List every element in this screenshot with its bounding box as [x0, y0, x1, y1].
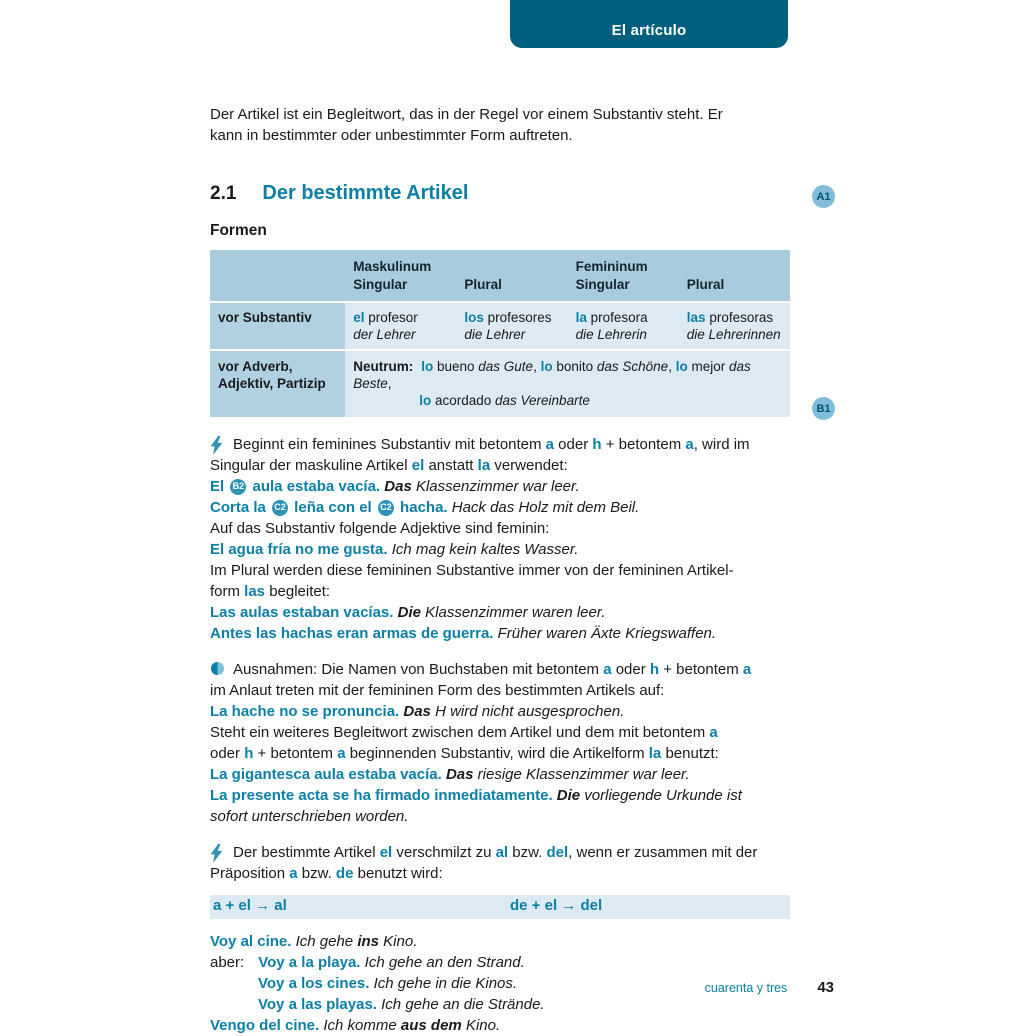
text-line [210, 497, 790, 518]
text-segment: Das [403, 703, 431, 720]
text-segment: anstatt [424, 457, 478, 474]
text-segment: das Beste [353, 359, 751, 391]
text-segment: aula estaba vacía. [248, 478, 385, 495]
lightning-icon [210, 436, 223, 460]
text-segment: Ich gehe in die Kinos. [373, 975, 518, 992]
level-badge-b1: B1 [812, 397, 835, 420]
text-segment: Voy a las playas. [258, 996, 382, 1013]
header-fem-plural [679, 250, 790, 303]
text-segment: Auf das Substantiv folgende Adjektive sind feminin: [210, 520, 550, 537]
text-line [210, 764, 790, 785]
text-segment: Der bestimmte Artikel [233, 844, 380, 861]
text-segment: a [289, 865, 298, 882]
text-segment: Steht ein weiteres Begleitwort zwischen dem Artikel und dem mit betontem [210, 724, 710, 741]
text-segment: a [545, 436, 555, 453]
text-segment: a [603, 661, 612, 678]
contraction-rule-bar [210, 895, 790, 919]
text-segment: riesige Klassenzimmer war leer. [473, 766, 690, 783]
text-line [210, 455, 790, 476]
text-segment: Ich komme [323, 1017, 401, 1034]
column-group-femininum: Femininum [575, 259, 648, 274]
text-line [210, 842, 790, 863]
text-segment: La hache no se pronuncia. [210, 703, 404, 720]
table-cell [568, 303, 679, 351]
table-cell-neutrum [345, 351, 790, 419]
table-cell [345, 303, 456, 351]
text-line [210, 518, 790, 539]
text-segment: bzw. [508, 844, 547, 861]
text-segment: aus dem [400, 1017, 462, 1034]
text-segment: acordado [431, 393, 496, 408]
text-segment: Klassenzimmer war leer. [411, 478, 580, 495]
text-segment: profesoras [705, 310, 774, 325]
text-segment: el [411, 457, 425, 474]
neutrum-line-2 [353, 392, 782, 409]
page-footer [210, 979, 834, 996]
text-segment: Ich gehe an die Strände. [381, 996, 545, 1013]
text-segment: Klassenzimmer waren leer. [420, 604, 606, 621]
text-segment: das Schöne [596, 359, 669, 374]
note-block-contraction [210, 842, 790, 884]
text-segment: Kino. [461, 1017, 501, 1034]
text-line [210, 476, 790, 497]
text-segment: Corta la [210, 499, 271, 516]
text-segment: begleitet: [265, 583, 331, 600]
text-segment: Früher waren Äxte Kriegswaffen. [497, 625, 717, 642]
neutrum-line-1 [353, 358, 782, 392]
text-segment: das Gute [478, 359, 534, 374]
text-segment: Voy a los cines. [258, 975, 374, 992]
text-segment: las [244, 583, 266, 600]
rule-de-el-del [510, 897, 602, 914]
text-segment: Las aulas estaban vacías. [210, 604, 398, 621]
text-line [210, 539, 790, 560]
page-number: 43 [817, 979, 834, 996]
text-segment: Voy al cine. [210, 933, 296, 950]
level-badge-inline: C2 [272, 500, 288, 516]
note-text [210, 434, 790, 644]
text-line [210, 623, 790, 644]
text-segment: Die [556, 787, 581, 804]
text-line [210, 659, 790, 680]
text-segment: de + el → del [510, 897, 603, 914]
text-segment: sofort unterschrieben worden. [210, 808, 409, 825]
text-segment: der Lehrer [353, 327, 416, 342]
text-segment: Vengo del cine. [210, 1017, 324, 1034]
text-line [210, 680, 790, 701]
text-segment: Voy a la playa. [258, 954, 365, 971]
level-badge-inline: C2 [378, 500, 394, 516]
text-segment: Ich mag kein kaltes Wasser. [391, 541, 579, 558]
text-line [210, 581, 790, 602]
text-segment: a [709, 724, 718, 741]
text-segment: Singular der maskuline Artikel [210, 457, 412, 474]
text-segment: bzw. [297, 865, 336, 882]
text-segment: Im Plural werden diese femininen Substantive immer von der femininen Artikel- [210, 562, 734, 579]
text-line [210, 806, 790, 827]
text-segment: Antes las hachas eran armas de guerra. [210, 625, 498, 642]
text-segment: profesora [586, 310, 648, 325]
column-singular: Singular [353, 277, 408, 292]
header-fem-singular [568, 250, 679, 303]
text-line [210, 104, 790, 125]
text-segment: la [575, 310, 587, 325]
text-segment: h [592, 436, 602, 453]
text-segment: la [477, 457, 491, 474]
text-segment: Ich gehe [295, 933, 358, 950]
speech-bubble-icon [210, 661, 225, 681]
text-segment: lo [421, 359, 434, 374]
text-segment: mejor [687, 359, 729, 374]
text-segment: La gigantesca aula estaba vacía. [210, 766, 446, 783]
column-group-spacer [687, 258, 782, 276]
text-segment: La presente acta se ha firmado inmediatamente. [210, 787, 557, 804]
section-title: Der bestimmte Artikel [262, 182, 469, 204]
text-segment: oder [611, 661, 650, 678]
note-text [210, 842, 790, 884]
level-badge-inline: B2 [230, 479, 246, 495]
text-line [210, 863, 790, 884]
text-segment: leña con el [290, 499, 376, 516]
text-segment: Die [397, 604, 421, 621]
text-segment: Der Artikel ist ein Begleitwort, das in der Regel vor einem Substantiv steht. Er [210, 106, 723, 123]
cell-spanish [687, 309, 782, 326]
article-forms-table [210, 250, 790, 419]
text-segment: profesor [364, 310, 418, 325]
text-segment: las [686, 310, 706, 325]
text-segment: Hack das Holz mit dem Beil. [451, 499, 640, 516]
table-cell [679, 303, 790, 351]
cell-spanish [464, 309, 559, 326]
text-line [210, 722, 790, 743]
cell-german [353, 326, 448, 343]
chapter-tab-title: El artículo [611, 22, 687, 39]
cell-german [576, 326, 671, 343]
text-segment: a [337, 745, 346, 762]
text-line [210, 743, 790, 764]
text-line [210, 602, 790, 623]
text-line [210, 701, 790, 722]
text-segment: profesores [483, 310, 552, 325]
text-segment: aber: [210, 954, 245, 971]
column-group-maskulinum: Maskulinum [353, 259, 432, 274]
text-segment: El agua fría no me gusta. [210, 541, 392, 558]
text-segment: h [244, 745, 254, 762]
text-line [210, 785, 790, 806]
text-segment: die Lehrerin [575, 327, 647, 342]
text-segment: H wird nicht ausgesprochen. [430, 703, 625, 720]
text-segment: die Lehrer [464, 327, 526, 342]
note-block-feminine-article [210, 434, 790, 644]
text-line [210, 560, 790, 581]
text-segment: los [464, 310, 484, 325]
level-badge-a1: A1 [812, 185, 835, 208]
text-segment: kann in bestimmter oder unbestimmter Form auftreten. [210, 127, 573, 144]
text-segment: hacha. [395, 499, 452, 516]
text-segment: + betontem [659, 661, 743, 678]
text-segment: + betontem [253, 745, 338, 762]
formen-heading: Formen [210, 222, 267, 239]
lightning-icon [210, 844, 223, 868]
text-segment: ins [357, 933, 379, 950]
text-segment: El [210, 478, 229, 495]
text-segment: oder [210, 745, 245, 762]
text-line [210, 434, 790, 455]
column-plural: Plural [686, 277, 725, 292]
text-segment: , wird im [693, 436, 750, 453]
text-segment: el [353, 310, 365, 325]
text-segment: Beginnt ein feminines Substantiv mit betontem [233, 436, 546, 453]
text-segment: Ausnahmen: Die Namen von Buchstaben mit betontem [233, 661, 604, 678]
text-line [210, 952, 790, 973]
text-segment: bonito [552, 359, 597, 374]
text-segment: a [742, 661, 752, 678]
text-line [210, 994, 790, 1015]
table-row-vor-adverb [210, 351, 790, 419]
note-block-exceptions [210, 659, 790, 827]
cell-spanish [576, 309, 671, 326]
section-number: 2.1 [210, 183, 237, 204]
header-masc-singular [345, 250, 456, 303]
text-segment: vorliegende Urkunde ist [580, 787, 742, 804]
text-segment: de [335, 865, 354, 882]
text-segment: Präposition [210, 865, 290, 882]
text-segment: das Vereinbarte [495, 393, 590, 408]
text-segment: oder [554, 436, 593, 453]
text-segment: lo [540, 359, 553, 374]
table-corner-cell [210, 250, 345, 303]
column-plural: Plural [464, 277, 502, 292]
text-segment: bueno [433, 359, 479, 374]
text-segment: Das [384, 478, 412, 495]
text-segment: , [387, 376, 392, 391]
text-segment: die Lehrerinnen [686, 327, 781, 342]
intro-paragraph [210, 104, 790, 146]
chapter-tab [510, 0, 788, 48]
text-segment: im Anlaut treten mit der femininen Form des bestimmten Artikels auf: [210, 682, 665, 699]
text-line [210, 931, 790, 952]
text-segment: la [648, 745, 662, 762]
text-segment: el [379, 844, 393, 861]
table-row-vor-substantiv [210, 303, 790, 351]
text-segment: + betontem [601, 436, 686, 453]
text-segment: lo [419, 393, 432, 408]
header-masc-plural [456, 250, 567, 303]
row-label-vor-adverb: vor Adverb, Adjektiv, Partizip [210, 351, 345, 419]
text-segment: benutzt: [661, 745, 719, 762]
cell-german [464, 326, 559, 343]
text-segment: al [495, 844, 509, 861]
text-segment: a + el → al [213, 897, 287, 914]
page-content [210, 104, 790, 1036]
text-segment: Ich gehe an den Strand. [364, 954, 525, 971]
text-segment: , [668, 359, 676, 374]
text-segment: benutzt wird: [353, 865, 443, 882]
text-segment: verwendet: [490, 457, 568, 474]
text-segment: beginnenden Substantiv, wird die Artikelform [345, 745, 649, 762]
text-segment: verschmilzt zu [392, 844, 496, 861]
rule-a-el-al [213, 897, 287, 914]
cell-german [687, 326, 782, 343]
row-label-vor-substantiv: vor Substantiv [210, 303, 345, 351]
text-segment: h [649, 661, 660, 678]
text-segment: a [685, 436, 694, 453]
text-segment: Kino. [379, 933, 418, 950]
table-header-row [210, 250, 790, 303]
cell-spanish [353, 309, 448, 326]
text-segment: Das [445, 766, 474, 783]
text-segment: form [210, 583, 245, 600]
note-text [210, 659, 790, 827]
text-segment: del [546, 844, 569, 861]
column-singular: Singular [575, 277, 630, 292]
page-number-words: cuarenta y tres [704, 981, 788, 995]
text-segment: , wenn er zusammen mit der [568, 844, 758, 861]
column-group-spacer [464, 258, 559, 276]
text-segment: Neutrum: [353, 359, 414, 374]
text-line [210, 125, 790, 146]
section-heading [210, 182, 790, 205]
text-line [210, 1015, 790, 1036]
text-segment: lo [675, 359, 688, 374]
table-cell [456, 303, 567, 351]
text-segment: , [533, 359, 541, 374]
